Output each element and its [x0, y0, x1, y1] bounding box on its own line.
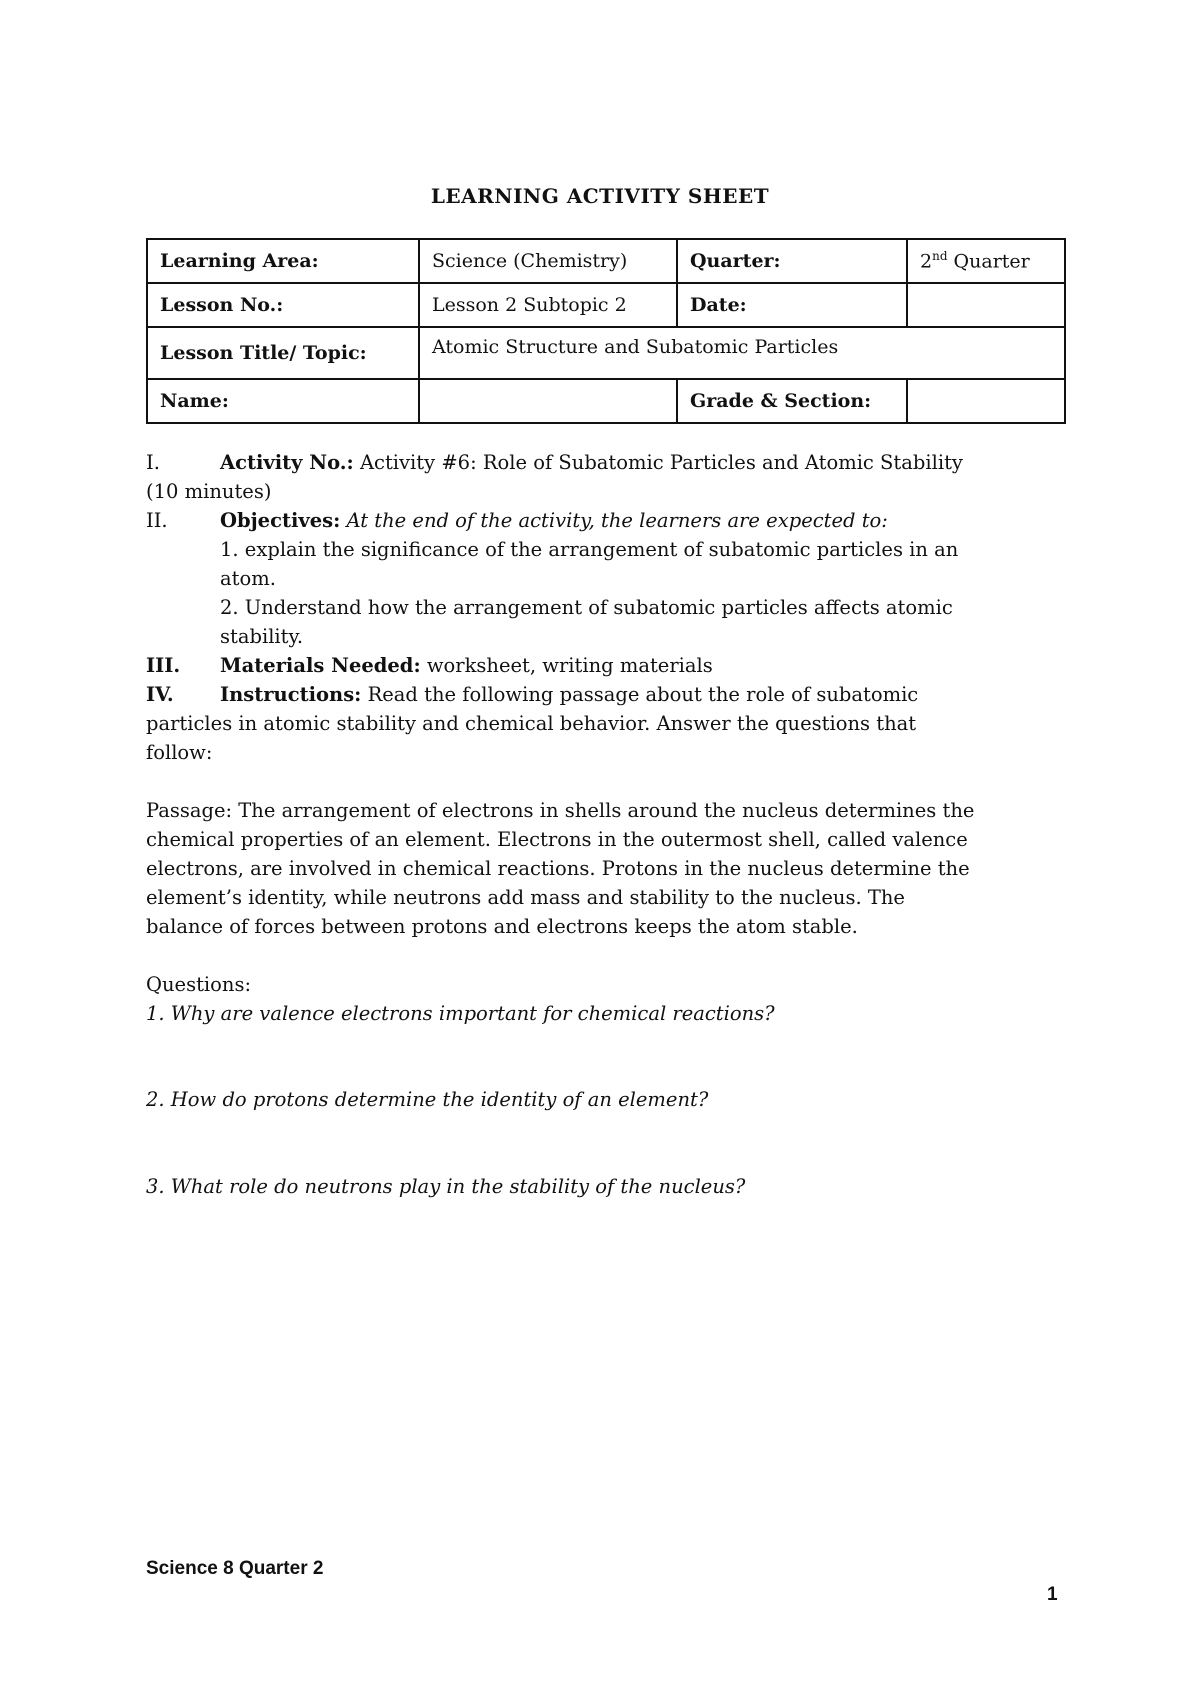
instructions-line-2: particles in atomic stability and chemical behavior. Answer the questions that [146, 712, 917, 735]
passage-line: electrons, are involved in chemical reactions. Protons in the nucleus determine the [146, 857, 970, 880]
quarter-ordinal: nd [932, 249, 948, 264]
question-text: 1. Why are valence electrons important for chemical reactions? [146, 1002, 775, 1025]
info-table [146, 238, 1066, 424]
objective-1-line-1: 1. explain the significance of the arrangement of subatomic particles in an [220, 538, 959, 561]
question-3 [146, 1172, 745, 1201]
objective-1-line-2: atom. [220, 567, 276, 590]
question-text: 3. What role do neutrons play in the stability of the nucleus? [146, 1175, 746, 1198]
learning-area-value: Science (Chemistry) [419, 239, 677, 283]
objective-2-line-1: 2. Understand how the arrangement of subatomic particles affects atomic [220, 596, 953, 619]
instructions-line-3: follow: [146, 741, 213, 764]
quarter-label: Quarter: [677, 239, 907, 283]
name-label: Name: [147, 379, 419, 423]
passage-line: chemical properties of an element. Electrons in the outermost shell, called valence [146, 828, 968, 851]
lesson-title-label: Lesson Title/ Topic: [147, 327, 419, 379]
section-label: Activity No.: [220, 451, 354, 474]
objective-2-line-2: stability. [220, 625, 304, 648]
section-number: III. [146, 654, 181, 677]
document-title: LEARNING ACTIVITY SHEET [430, 184, 770, 208]
section-label: Instructions: [220, 683, 362, 706]
passage-line: Passage: The arrangement of electrons in shells around the nucleus determines the [146, 799, 975, 822]
question-text: 2. How do protons determine the identity of an element? [146, 1088, 709, 1111]
section-text: At the end of the activity, the learners are expected to: [340, 509, 888, 532]
section-text: worksheet, writing materials [420, 654, 713, 677]
passage-line: balance of forces between protons and electrons keeps the atom stable. [146, 915, 858, 938]
question-2 [146, 1085, 708, 1114]
date-label: Date: [677, 283, 907, 327]
section-label: Materials Needed: [220, 654, 421, 677]
section-number: I. [146, 451, 160, 474]
lesson-no-label: Lesson No.: [147, 283, 419, 327]
section-instructions [146, 680, 918, 709]
date-field[interactable] [907, 283, 1065, 327]
learning-area-label: Learning Area: [147, 239, 419, 283]
lesson-no-value: Lesson 2 Subtopic 2 [419, 283, 677, 327]
quarter-number: 2 [920, 250, 933, 273]
name-field[interactable] [419, 379, 677, 423]
section-number: IV. [146, 683, 174, 706]
section-number: II. [146, 509, 168, 532]
section-continuation: (10 minutes) [146, 480, 272, 503]
grade-section-label: Grade & Section: [677, 379, 907, 423]
table-row [147, 327, 1065, 379]
questions-heading: Questions: [146, 973, 252, 996]
section-activity [146, 448, 963, 477]
table-row [147, 283, 1065, 327]
table-row [147, 379, 1065, 423]
grade-section-field[interactable] [907, 379, 1065, 423]
section-text: Activity #6: Role of Subatomic Particles and Atomic Stability [353, 451, 963, 474]
quarter-word: Quarter [947, 250, 1030, 273]
section-label: Objectives: [220, 509, 341, 532]
passage-line: element’s identity, while neutrons add mass and stability to the nucleus. The [146, 886, 905, 909]
section-materials [146, 651, 713, 680]
question-1 [146, 999, 775, 1028]
section-objectives [146, 506, 888, 535]
quarter-value [907, 239, 1065, 283]
table-row [147, 239, 1065, 283]
section-text: Read the following passage about the role of subatomic [361, 683, 919, 706]
page-number: 1 [1047, 1584, 1058, 1605]
footer-text: Science 8 Quarter 2 [146, 1558, 324, 1579]
lesson-title-value: Atomic Structure and Subatomic Particles [419, 327, 1065, 379]
